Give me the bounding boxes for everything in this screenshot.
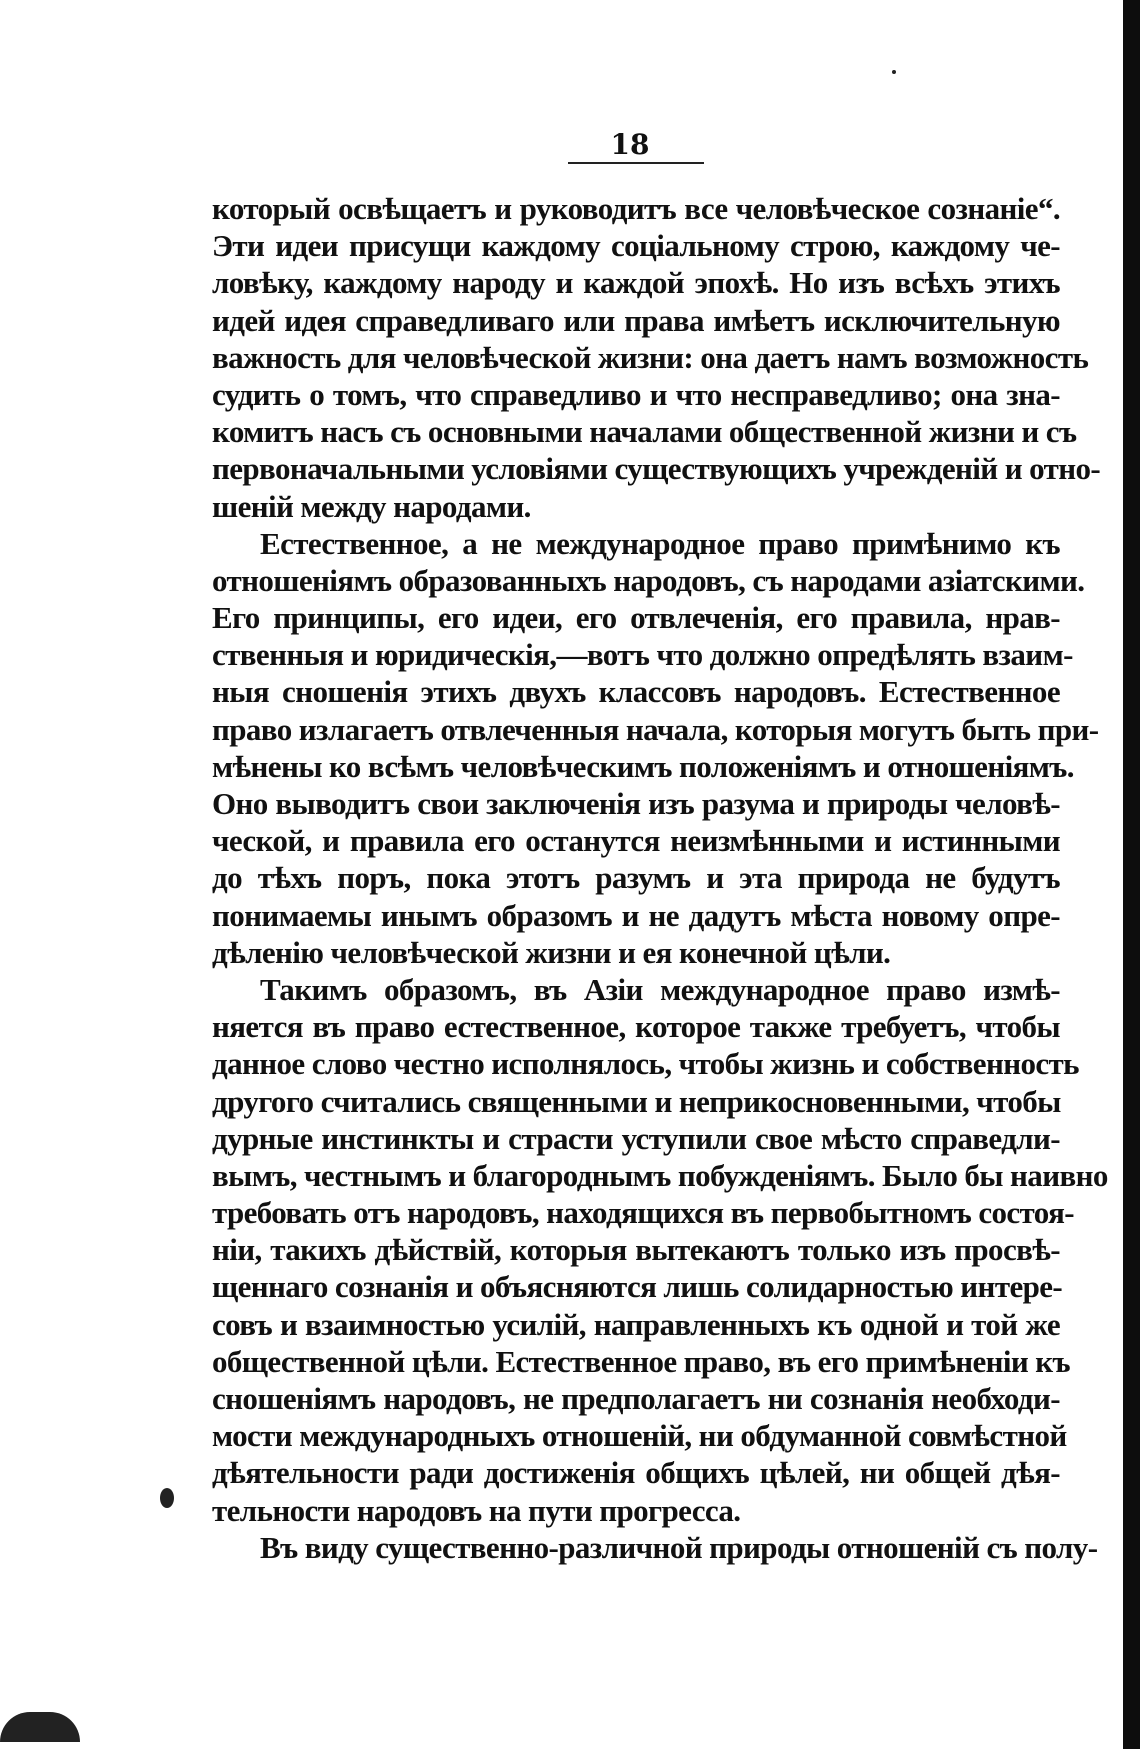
text-line: судить о томъ, что справедливо и что несправедливо; она зна-	[212, 376, 1060, 412]
scan-speck	[892, 70, 896, 74]
text-line: Въ виду существенно-различной природы отношеній съ полу-	[260, 1529, 1098, 1565]
text-line: мости международныхъ отношеній, ни обдуманной совмѣстной	[212, 1418, 1067, 1454]
text-line: дѣятельности ради достиженія общихъ цѣлей, ни общей дѣя-	[212, 1455, 1060, 1491]
text-line: няется въ право естественное, которое также требуетъ, чтобы	[212, 1009, 1060, 1045]
text-line: совъ и взаимностью усилій, направленныхъ къ одной и той же	[212, 1306, 1060, 1342]
text-line: общественной цѣли. Естественное право, въ его примѣненіи къ	[212, 1343, 1071, 1379]
text-line: дурные инстинкты и страсти уступили свое мѣсто справедли-	[212, 1120, 1060, 1156]
text-line: дѣленію человѣческой жизни и ея конечной цѣли.	[212, 934, 891, 970]
text-line: Эти идеи присущи каждому соціальному строю, каждому че-	[212, 228, 1060, 264]
text-line: другого считались священными и неприкосновенными, чтобы	[212, 1083, 1061, 1119]
text-line: тельности народовъ на пути прогресса.	[212, 1492, 741, 1528]
text-line: понимаемы инымъ образомъ и не дадутъ мѣста новому опре-	[212, 897, 1060, 933]
scan-speck	[0, 1712, 80, 1742]
page-edge-shadow	[1123, 0, 1140, 1749]
page-number-rule	[568, 162, 704, 164]
text-line: щеннаго сознанія и объясняются лишь солидарностью интере-	[212, 1269, 1063, 1305]
text-line: важность для человѣческой жизни: она даетъ намъ возможность	[212, 339, 1089, 375]
text-line: шеній между народами.	[212, 488, 531, 524]
text-line: вымъ, честнымъ и благороднымъ побужденіямъ. Было бы наивно	[212, 1157, 1108, 1193]
text-line: Такимъ образомъ, въ Азіи международное право измѣ-	[260, 971, 1060, 1007]
text-line: до тѣхъ поръ, пока этотъ разумъ и эта природа не будутъ	[212, 860, 1060, 896]
text-line: право излагаетъ отвлеченныя начала, которыя могутъ быть при-	[212, 711, 1099, 747]
scan-speck	[160, 1488, 174, 1508]
text-line: мѣнены ко всѣмъ человѣческимъ положеніямъ и отношеніямъ.	[212, 748, 1074, 784]
text-line: отношеніямъ образованныхъ народовъ, съ народами азіатскими.	[212, 562, 1085, 598]
text-line: идей идея справедливаго или права имѣетъ исключительную	[212, 302, 1060, 338]
text-line: который освѣщаетъ и руководитъ все человѣческое сознаніе“.	[212, 191, 1060, 226]
text-line: первоначальными условіями существующихъ учрежденій и отно-	[212, 451, 1101, 487]
text-line: данное слово честно исполнялось, чтобы жизнь и собственность	[212, 1046, 1079, 1082]
page-number: 18	[610, 128, 650, 161]
text-line: ныя сношенія этихъ двухъ классовъ народовъ. Естественное	[212, 674, 1060, 710]
text-line: ственныя и юридическія,—вотъ что должно опредѣлять взаим-	[212, 637, 1073, 673]
text-line: ческой, и правила его останутся неизмѣнными и истинными	[212, 823, 1060, 859]
text-line: Его принципы, его идеи, его отвлеченія, его правила, нрав-	[212, 600, 1060, 636]
text-line: сношеніямъ народовъ, не предполагаетъ ни сознанія необходи-	[212, 1381, 1060, 1416]
text-line: требовать отъ народовъ, находящихся въ первобытномъ состоя-	[212, 1195, 1074, 1231]
body-text	[212, 190, 1108, 1566]
text-line: Оно выводитъ свои заключенія изъ разума и природы человѣ-	[212, 786, 1060, 821]
text-line: ніи, такихъ дѣйствій, которыя вытекаютъ только изъ просвѣ-	[212, 1232, 1060, 1268]
text-line: комитъ насъ съ основными началами общественной жизни и съ	[212, 414, 1077, 450]
text-line: ловѣку, каждому народу и каждой эпохѣ. Но изъ всѣхъ этихъ	[212, 265, 1060, 301]
text-line: Естественное, а не международное право примѣнимо къ	[260, 525, 1060, 561]
